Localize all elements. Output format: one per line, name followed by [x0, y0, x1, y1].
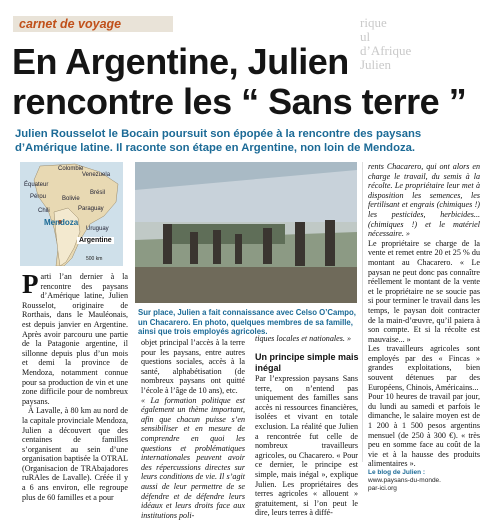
ghost-line: rique — [360, 16, 387, 30]
ghost-line: Julien — [360, 57, 392, 72]
article-column-4 — [368, 162, 480, 469]
article-column-3 — [255, 374, 358, 518]
map-scale: 500 km — [86, 256, 103, 262]
map-country-label: Argentine — [79, 237, 112, 244]
map-label: Colombie — [58, 166, 84, 172]
paragraph: Par l’expression paysans Sans terre, on n’entend pas uniquement des familles sans accès ni ressources financières, isolées et vivant en totale exclusion. La réalité que Julien a rencontrée fut celle de nombreux travailleurs agricoles, ou Chacarero. « Pour ce dernier, le principe est simple, mais inégal », explique Julien. Les propriétaires des terres agricoles « allouent » gratuitement, si l’on peut le dire, leurs terres à diffé- — [255, 374, 358, 518]
headline-line-2: rencontre les “ Sans terre ” — [12, 81, 467, 122]
paragraph: rents Chacarero, qui ont alors en charge le travail, du semis à la récolte. Le propriétaire leur met à disposition les semences, les fertilisant et engrais (chimiques !) les pesticides, herbicides... (chimiques !) et le matériel nécessaire. » — [368, 162, 480, 239]
paragraph: Pour 10 heures de travail par jour, du lundi au samedi et parfois le dimanche, le salaire moyen est de 1 200 à 1 500 pesos argentins mensuel (de 250 à 300 €). « très peu en somme face au coût de la vie et à la hausse des produits alimentaires ». — [368, 392, 480, 469]
drop-cap: P — [22, 269, 39, 299]
map-label: Équateur — [24, 182, 49, 188]
section-rubric — [13, 16, 173, 32]
headline-line-1: En Argentine, Julien — [12, 41, 349, 82]
paragraph: Les travailleurs agricoles sont employés par des « Fincas » grandes exploitations, bien souvent détenues par des Européens, Chinois, Américains... — [368, 344, 480, 392]
map-label: Venezuela — [82, 172, 111, 178]
map-city-label: Mendoza — [44, 218, 79, 227]
south-america-map — [20, 162, 123, 266]
blog-url-2[interactable]: par-ici.org — [368, 485, 397, 492]
article-column-2 — [141, 338, 245, 520]
blog-url[interactable]: www.paysans-du-monde. — [368, 477, 441, 484]
column-divider — [362, 162, 363, 462]
map-label: Paraguay — [78, 206, 104, 212]
ghost-line: d’Afrique — [360, 43, 412, 58]
paragraph: arti l’an dernier à la rencontre des paysans d’Amérique latine, Julien Rousselot, originaire de Rorthais, dans le Mauléonais, est depuis janvier en Argentine. Après avoir parcouru une partie de la Patagonie argentine, il sillonne depuis plus d’un mois et demi la province de Mendoza, notamment connue pour sa production de vin et une zone difficile pour de nombreux paysans. — [22, 272, 128, 406]
blog-box — [368, 469, 480, 493]
map-label: Bolivie — [62, 196, 80, 202]
family-photo — [135, 162, 357, 303]
paragraph: objet principal l’accès à la terre pour les paysans, entre autres questions sociales, accès à la santé, alphabétisation (de nombreux paysans ont quitté l’école à l’âge de 10 ans), etc. — [141, 338, 245, 395]
lede: Julien Rousselot le Bocain poursuit son épopée à la rencontre des paysans d’Amérique latine. Il raconte son étape en Argentine, non loin de Mendoza. — [15, 128, 422, 154]
ghost-line: ul — [360, 29, 371, 44]
map-label: Pérou — [30, 194, 47, 200]
rubric-label: carnet de voyage — [19, 17, 122, 31]
article-column-1 — [22, 269, 128, 502]
photo-graphic — [135, 162, 357, 303]
quote-paragraph: « La formation politique est également un thème important, afin que chacun puisse s’en sensibiliser et en mesure de comprendre en quoi les questions et problématiques internationales peuvent avoir des répercussions directes sur leurs conditions de vie. Il s’agit aussi de leur permettre de se défendre et de défendre leurs idéaux et leurs droits face aux institutions poli- — [141, 395, 245, 520]
section-subhead: Un principe simple mais inégal — [255, 352, 359, 373]
map-label: Uruguay — [86, 226, 109, 232]
headline — [12, 42, 482, 122]
paragraph: Le propriétaire se charge de la vente et remet entre 20 et 25 % du montant au Chacarero. « Le paysan ne peut donc pas connaître réellement le montant de la vente et le propriétaire ne se soucie pas si pour terminer le travail dans les temps, le paysan doit contracter de la main-d’œuvre, qu’il paiera à son compte. Et si la récolte est mauvaise... » — [368, 238, 480, 344]
blog-title: Le blog de Julien : — [368, 469, 426, 476]
map-label: Chili — [38, 208, 50, 214]
map-label: Brésil — [90, 190, 106, 196]
article-column-3-top — [255, 334, 358, 344]
photo-caption: Sur place, Julien a fait connaissance avec Celso O’Campo, un Chacarero. En photo, quelques membres de sa famille, ainsi que trois employés agricoles. — [138, 308, 356, 336]
paragraph: À Lavalle, à 80 km au nord de la capitale provinciale Mendoza, Julien a découvert que des centaines de familles s’organisent au sein d’une organisation baptisée la OTRAL (Organisacion de TRAbajadores ruRAles de Lavalle). Créée il y a 6 ans environ, elle regroupe plus de 60 familles et a pour — [22, 406, 128, 502]
paragraph: tiques locales et nationales. » — [255, 334, 351, 343]
